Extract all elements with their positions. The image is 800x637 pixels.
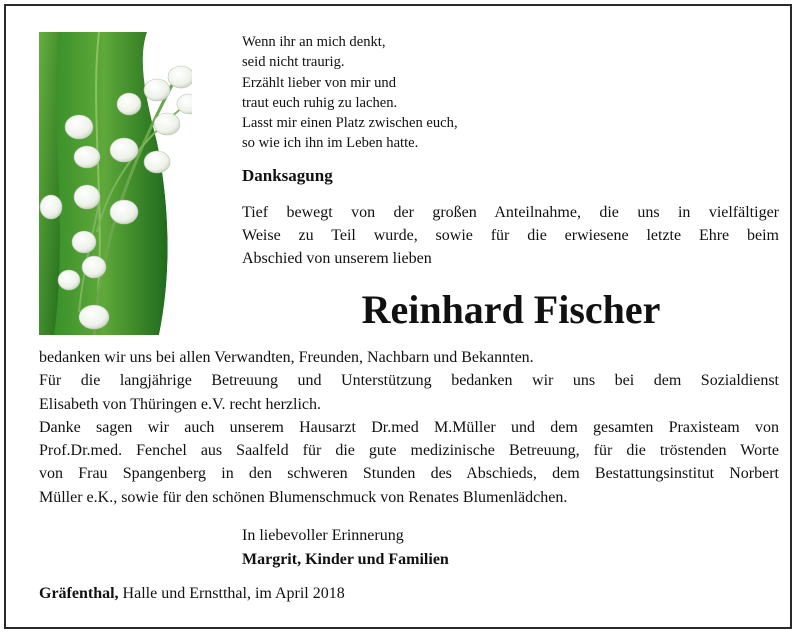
place-rest: Halle und Ernstthal, im April 2018 xyxy=(118,585,345,602)
poem-line: Erzählt lieber von mir und xyxy=(242,74,396,91)
intro-line: Weise zu Teil wurde, sowie für die erwiesene letzte Ehre beim xyxy=(242,227,779,245)
intro-line: Tief bewegt von der großen Anteilnahme, die uns in vielfältiger xyxy=(242,204,779,221)
lily-of-the-valley-icon xyxy=(39,32,192,335)
body-line: Für die langjährige Betreuung und Unterstützung bedanken wir uns bei dem Sozialdienst xyxy=(39,372,779,390)
poem-line: seid nicht traurig. xyxy=(242,54,345,71)
body-line: von Frau Spangenberg in den schweren Stunden des Abschieds, dem Bestattungsinstitut Norbert xyxy=(39,465,779,483)
heading-danksagung: Danksagung xyxy=(242,166,333,185)
signature: Margrit, Kinder und Familien xyxy=(242,551,449,568)
body-line: Prof.Dr.med. Fenchel aus Saalfeld für die gute medizinische Betreuung, für die tröstenden Worte xyxy=(39,442,779,460)
poem-line: Lasst mir einen Platz zwischen euch, xyxy=(242,115,458,132)
body-line: bedanken wir uns bei allen Verwandten, Freunden, Nachbarn und Bekannten. xyxy=(39,349,534,366)
closing-line: In liebevoller Erinnerung xyxy=(242,527,404,544)
closing-block xyxy=(242,524,449,572)
poem xyxy=(242,32,542,154)
intro-paragraph xyxy=(242,201,779,271)
poem-line: so wie ich ihn im Leben hatte. xyxy=(242,135,419,152)
body-line: Danke sagen wir auch unserem Hausarzt Dr.med M.Müller und dem gesamten Praxisteam von xyxy=(39,418,779,436)
obituary-card xyxy=(4,4,792,629)
deceased-name: Reinhard Fischer xyxy=(361,287,661,332)
intro-line: Abschied von unserem lieben xyxy=(242,250,432,268)
place-date xyxy=(39,585,345,603)
thanks-paragraph xyxy=(39,346,779,509)
place-town: Gräfenthal, xyxy=(39,585,119,602)
lily-of-the-valley-image xyxy=(39,32,192,335)
poem-line: traut euch ruhig zu lachen. xyxy=(242,94,398,111)
body-line: Elisabeth von Thüringen e.V. recht herzlich. xyxy=(39,395,321,413)
poem-line: Wenn ihr an mich denkt, xyxy=(242,34,386,50)
body-line: Müller e.K., sowie für den schönen Blumenschmuck von Renates Blumenlädchen. xyxy=(39,488,568,506)
